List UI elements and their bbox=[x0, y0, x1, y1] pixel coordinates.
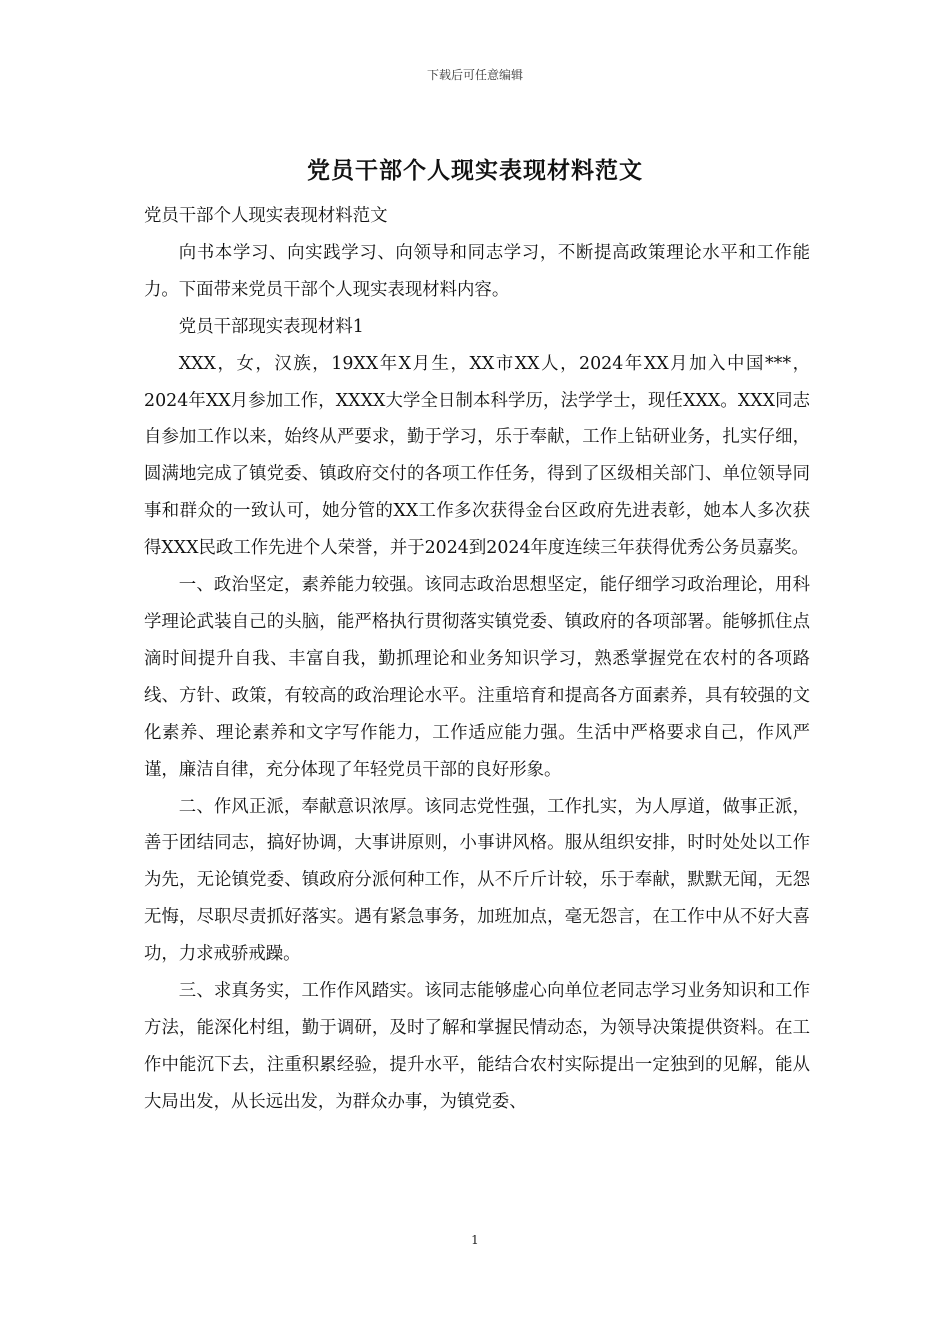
document-body bbox=[144, 198, 810, 1121]
section-heading: 党员干部现实表现材料1 bbox=[178, 316, 364, 337]
document-title: 党员干部个人现实表现材料范文 bbox=[307, 157, 643, 184]
body-paragraph-profile: XXX，女，汉族，19XX年X月生，XX市XX人，2024年XX月加入中国***，2024年XX月参加工作，XXXX大学全日制本科学历，法学学士，现任XXX。XXX同志自参加工作以来，始终从严要求，勤于学习，乐于奉献，工作上钻研业务，扎实仔细，圆满地完成了镇党委、镇政府交付的各项工作任务，得到了区级相关部门、单位领导同事和群众的一致认可，她分管的XX工作多次获得金台区政府先进表彰，她本人多次获得XXX民政工作先进个人荣誉，并于2024到2024年度连续三年获得优秀公务员嘉奖。 bbox=[144, 353, 810, 559]
body-paragraph-style: 二、作风正派，奉献意识浓厚。该同志党性强，工作扎实，为人厚道，做事正派，善于团结同志，搞好协调，大事讲原则，小事讲风格。服从组织安排，时时处处以工作为先，无论镇党委、镇政府分派何种工作，从不斤斤计较，乐于奉献，默默无闻，无怨无悔，尽职尽责抓好落实。遇有紧急事务，加班加点，毫无怨言，在工作中从不好大喜功，力求戒骄戒躁。 bbox=[144, 796, 810, 965]
body-paragraph-politics: 一、政治坚定，素养能力较强。该同志政治思想坚定，能仔细学习政治理论，用科学理论武装自己的头脑，能严格执行贯彻落实镇党委、镇政府的各项部署。能够抓住点滴时间提升自我、丰富自我，勤抓理论和业务知识学习，熟悉掌握党在农村的各项路线、方针、政策，有较高的政治理论水平。注重培育和提高各方面素养，具有较强的文化素养、理论素养和文字写作能力，工作适应能力强。生活中严格要求自己，作风严谨，廉洁自律，充分体现了年轻党员干部的良好形象。 bbox=[144, 575, 810, 780]
intro-paragraph: 向书本学习、向实践学习、向领导和同志学习，不断提高政策理论水平和工作能力。下面带来党员干部个人现实表现材料内容。 bbox=[144, 242, 810, 300]
body-paragraph-practical: 三、求真务实，工作作风踏实。该同志能够虚心向单位老同志学习业务知识和工作方法，能深化村组，勤于调研，及时了解和掌握民情动态，为领导决策提供资料。在工作中能沉下去，注重积累经验，提升水平，能结合农村实际提出一定独到的见解，能从大局出发，从长远出发，为群众办事，为镇党委、 bbox=[144, 981, 810, 1112]
first-line: 党员干部个人现实表现材料范文 bbox=[144, 206, 388, 226]
header-note: 下载后可任意编辑 bbox=[426, 68, 523, 82]
page-number: 1 bbox=[471, 1233, 479, 1247]
